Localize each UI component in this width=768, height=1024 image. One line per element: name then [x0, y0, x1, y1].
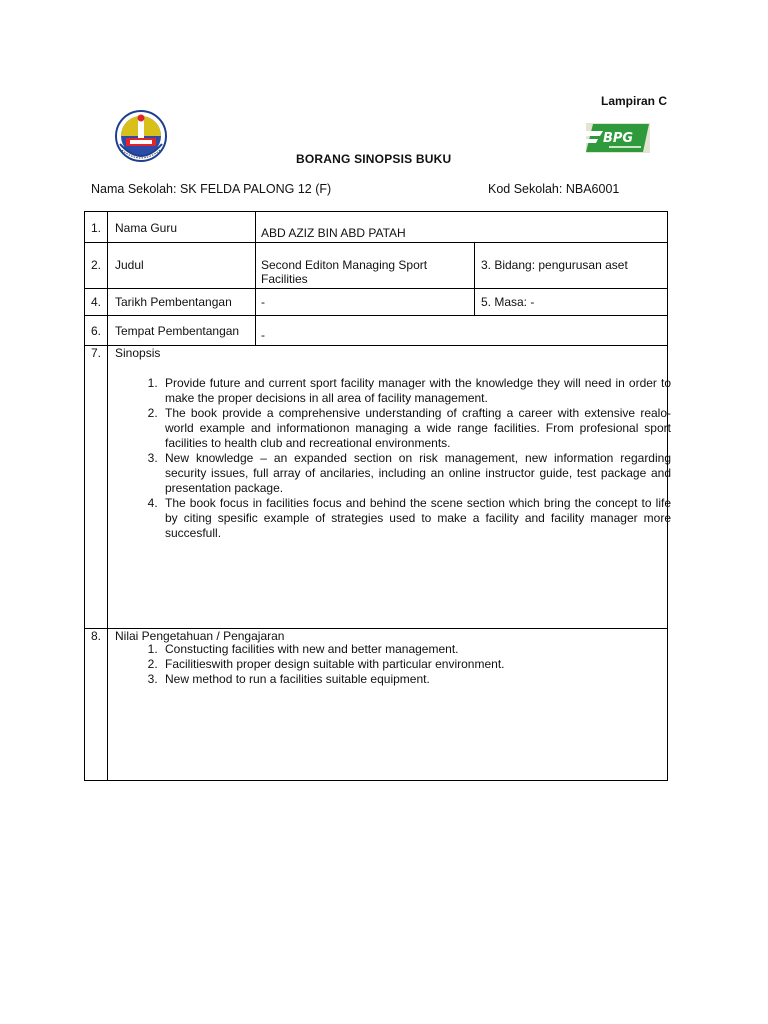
row-divider: [85, 315, 667, 316]
sinopsis-list: [137, 376, 671, 541]
field-label-judul: Judul: [115, 258, 144, 272]
field-label-sinopsis: Sinopsis: [115, 346, 161, 360]
field-label-tarikh: Tarikh Pembentangan: [115, 295, 232, 309]
field-value-judul: Second Editon Managing Sport Facilities: [261, 258, 428, 286]
list-item: 4. The book focus in facilities focus and behind the scene section which bring the concept to life by citing spesific example of strategies used to make a facility and facility manager more succesfull.: [161, 496, 671, 541]
row-number: 4.: [91, 295, 102, 309]
svg-text:BPG: BPG: [603, 131, 634, 146]
field-value-masa: 5. Masa: -: [481, 295, 535, 309]
kpm-crest-icon: [108, 110, 174, 166]
school-name-label: Nama Sekolah:: [91, 182, 177, 196]
list-item: 3. New method to run a facilities suitable equipment.: [161, 672, 671, 687]
row-number: 7.: [91, 346, 102, 360]
row-number: 2.: [91, 258, 102, 272]
field-label-nilai: Nilai Pengetahuan / Pengajaran: [115, 629, 285, 643]
number-column-divider: [107, 212, 108, 780]
list-item: 2. Facilitieswith proper design suitable with particular environment.: [161, 657, 671, 672]
list-item: 1. Constucting facilities with new and better management.: [161, 642, 671, 657]
row-divider: [85, 242, 667, 243]
field-value-tempat: -: [261, 328, 265, 342]
row-divider: [85, 345, 667, 346]
synopsis-form-table: [84, 211, 671, 781]
field-value-nama-guru: ABD AZIZ BIN ABD PATAH: [261, 226, 406, 240]
extra-column-divider: [474, 242, 475, 315]
field-value-bidang: 3. Bidang: pengurusan aset: [481, 258, 628, 272]
list-item: 1. Provide future and current sport facility manager with the knowledge they will need in order to make the proper decisions in all area of facility management.: [161, 376, 671, 406]
school-name-value: SK FELDA PALONG 12 (F): [179, 182, 332, 196]
list-item: 2. The book provide a comprehensive understanding of crafting a career with extensive realo-world example and informationon managing a wide range facilities. From profesional sport facilities to health club and recreational environments.: [161, 406, 671, 451]
school-code: [488, 182, 619, 196]
list-item: 3. New knowledge – an expanded section on risk management, new information regarding security issues, full array of ancilaries, including an online instructor guide, test package and presentation package.: [161, 451, 671, 496]
row-number: 6.: [91, 324, 102, 338]
label-column-divider: [255, 212, 256, 345]
school-code-value: NBA6001: [565, 182, 620, 196]
bpg-logo-icon: [583, 120, 653, 158]
row-number: 8.: [91, 629, 102, 643]
school-name: [91, 182, 331, 196]
row-divider: [85, 288, 667, 289]
field-label-nama-guru: Nama Guru: [115, 221, 178, 235]
row-number: 1.: [91, 221, 102, 235]
nilai-list: [137, 642, 671, 687]
page-title: BORANG SINOPSIS BUKU: [296, 152, 452, 166]
field-value-tarikh: -: [261, 295, 265, 309]
field-label-tempat: Tempat Pembentangan: [115, 324, 240, 338]
lampiran-label: Lampiran C: [601, 94, 668, 108]
school-code-label: Kod Sekolah:: [488, 182, 563, 196]
